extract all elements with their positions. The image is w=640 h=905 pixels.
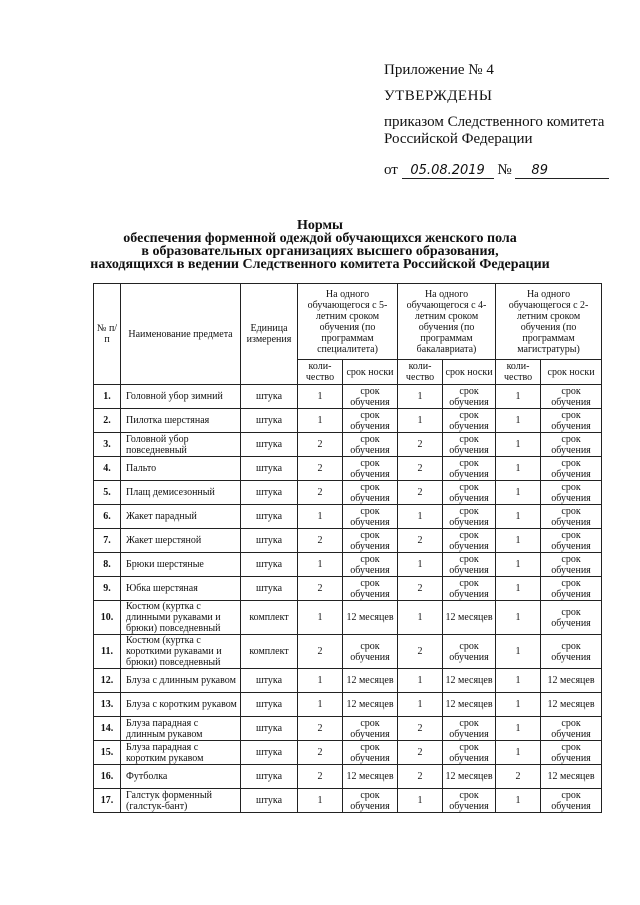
term-2-year: 12 месяцев bbox=[541, 765, 602, 789]
date-prefix: от bbox=[384, 162, 398, 178]
item-unit: комплект bbox=[241, 635, 298, 669]
item-name: Блуза парадная с длинным рукавом bbox=[121, 717, 241, 741]
header-term: срок носки bbox=[443, 360, 496, 385]
qty-2-year: 1 bbox=[496, 693, 541, 717]
term-4-year: срок обучения bbox=[443, 409, 496, 433]
header-term: срок носки bbox=[541, 360, 602, 385]
item-unit: штука bbox=[241, 409, 298, 433]
item-name: Брюки шерстяные bbox=[121, 553, 241, 577]
annex-number: Приложение № 4 bbox=[384, 62, 494, 78]
table-row bbox=[94, 385, 602, 409]
qty-4-year: 1 bbox=[398, 409, 443, 433]
term-2-year: срок обучения bbox=[541, 741, 602, 765]
item-unit: штука bbox=[241, 693, 298, 717]
qty-4-year: 1 bbox=[398, 789, 443, 813]
item-name: Галстук форменный (галстук-бант) bbox=[121, 789, 241, 813]
item-unit: комплект bbox=[241, 601, 298, 635]
qty-2-year: 1 bbox=[496, 385, 541, 409]
qty-5-year: 1 bbox=[298, 409, 343, 433]
item-unit: штука bbox=[241, 789, 298, 813]
table-row bbox=[94, 433, 602, 457]
qty-4-year: 1 bbox=[398, 385, 443, 409]
term-4-year: срок обучения bbox=[443, 553, 496, 577]
qty-2-year: 1 bbox=[496, 553, 541, 577]
row-number: 2. bbox=[94, 409, 121, 433]
term-2-year: 12 месяцев bbox=[541, 693, 602, 717]
item-unit: штука bbox=[241, 741, 298, 765]
qty-2-year: 1 bbox=[496, 481, 541, 505]
table-row bbox=[94, 717, 602, 741]
order-date: 05.08.2019 bbox=[402, 164, 494, 179]
qty-2-year: 1 bbox=[496, 635, 541, 669]
qty-2-year: 1 bbox=[496, 529, 541, 553]
term-4-year: 12 месяцев bbox=[443, 765, 496, 789]
qty-2-year: 1 bbox=[496, 741, 541, 765]
qty-4-year: 2 bbox=[398, 635, 443, 669]
header-term: срок носки bbox=[343, 360, 398, 385]
row-number: 13. bbox=[94, 693, 121, 717]
term-2-year: срок обучения bbox=[541, 717, 602, 741]
item-name: Жакет шерстяной bbox=[121, 529, 241, 553]
qty-4-year: 2 bbox=[398, 577, 443, 601]
qty-4-year: 2 bbox=[398, 481, 443, 505]
item-unit: штука bbox=[241, 481, 298, 505]
item-unit: штука bbox=[241, 505, 298, 529]
header-unit: Единица измерения bbox=[241, 284, 298, 385]
document-title bbox=[0, 219, 640, 271]
term-4-year: срок обучения bbox=[443, 741, 496, 765]
term-4-year: срок обучения bbox=[443, 635, 496, 669]
term-5-year: 12 месяцев bbox=[343, 601, 398, 635]
qty-5-year: 1 bbox=[298, 505, 343, 529]
table-row bbox=[94, 409, 602, 433]
qty-2-year: 1 bbox=[496, 601, 541, 635]
qty-4-year: 2 bbox=[398, 529, 443, 553]
qty-2-year: 1 bbox=[496, 669, 541, 693]
title-line-1: Нормы bbox=[297, 218, 343, 233]
qty-4-year: 2 bbox=[398, 433, 443, 457]
item-name: Жакет парадный bbox=[121, 505, 241, 529]
item-unit: штука bbox=[241, 385, 298, 409]
term-4-year: срок обучения bbox=[443, 717, 496, 741]
term-5-year: 12 месяцев bbox=[343, 693, 398, 717]
qty-4-year: 2 bbox=[398, 457, 443, 481]
term-4-year: 12 месяцев bbox=[443, 669, 496, 693]
item-name: Блуза парадная с коротким рукавом bbox=[121, 741, 241, 765]
header-qty: коли-чество bbox=[298, 360, 343, 385]
item-unit: штука bbox=[241, 529, 298, 553]
qty-5-year: 2 bbox=[298, 577, 343, 601]
term-4-year: срок обучения bbox=[443, 385, 496, 409]
qty-5-year: 2 bbox=[298, 765, 343, 789]
row-number: 4. bbox=[94, 457, 121, 481]
qty-5-year: 1 bbox=[298, 693, 343, 717]
term-4-year: 12 месяцев bbox=[443, 693, 496, 717]
qty-5-year: 1 bbox=[298, 601, 343, 635]
title-line-2: обеспечения форменной одеждой обучающихся женского пола bbox=[123, 231, 517, 246]
header-qty: коли-чество bbox=[398, 360, 443, 385]
order-line-1: приказом Следственного комитета bbox=[384, 114, 605, 130]
qty-4-year: 2 bbox=[398, 741, 443, 765]
qty-5-year: 1 bbox=[298, 385, 343, 409]
header-group-5-year: На одного обучающегося с 5-летним сроком обучения (по программам специалитета) bbox=[298, 284, 398, 360]
term-4-year: срок обучения bbox=[443, 481, 496, 505]
row-number: 6. bbox=[94, 505, 121, 529]
item-unit: штука bbox=[241, 457, 298, 481]
qty-5-year: 2 bbox=[298, 717, 343, 741]
term-2-year: срок обучения bbox=[541, 601, 602, 635]
item-unit: штука bbox=[241, 577, 298, 601]
header-group-4-year: На одного обучающегося с 4-летним сроком обучения (по программам бакалавриата) bbox=[398, 284, 496, 360]
term-5-year: срок обучения bbox=[343, 409, 398, 433]
row-number: 17. bbox=[94, 789, 121, 813]
qty-4-year: 1 bbox=[398, 505, 443, 529]
approval-block bbox=[384, 62, 624, 179]
item-unit: штука bbox=[241, 433, 298, 457]
term-2-year: срок обучения bbox=[541, 577, 602, 601]
term-5-year: срок обучения bbox=[343, 741, 398, 765]
row-number: 5. bbox=[94, 481, 121, 505]
qty-4-year: 1 bbox=[398, 601, 443, 635]
qty-2-year: 1 bbox=[496, 409, 541, 433]
title-line-4: находящихся в ведении Следственного комитета Российской Федерации bbox=[90, 257, 550, 272]
qty-5-year: 1 bbox=[298, 553, 343, 577]
order-line-2: Российской Федерации bbox=[384, 131, 533, 147]
order-number: 89 bbox=[515, 164, 609, 179]
row-number: 3. bbox=[94, 433, 121, 457]
table-row bbox=[94, 553, 602, 577]
approved-heading: УТВЕРЖДЕНЫ bbox=[384, 88, 493, 104]
term-5-year: срок обучения bbox=[343, 717, 398, 741]
table-row bbox=[94, 693, 602, 717]
term-4-year: срок обучения bbox=[443, 433, 496, 457]
item-unit: штука bbox=[241, 717, 298, 741]
item-name: Головной убор зимний bbox=[121, 385, 241, 409]
item-name: Костюм (куртка с короткими рукавами и брюки) повседневный bbox=[121, 635, 241, 669]
item-unit: штука bbox=[241, 669, 298, 693]
qty-4-year: 1 bbox=[398, 553, 443, 577]
header-name: Наименование предмета bbox=[121, 284, 241, 385]
term-2-year: срок обучения bbox=[541, 409, 602, 433]
row-number: 9. bbox=[94, 577, 121, 601]
table-row bbox=[94, 765, 602, 789]
qty-2-year: 1 bbox=[496, 789, 541, 813]
term-5-year: срок обучения bbox=[343, 385, 398, 409]
item-name: Головной убор повседневный bbox=[121, 433, 241, 457]
item-name: Плащ демисезонный bbox=[121, 481, 241, 505]
term-2-year: срок обучения bbox=[541, 789, 602, 813]
qty-2-year: 1 bbox=[496, 433, 541, 457]
term-5-year: 12 месяцев bbox=[343, 669, 398, 693]
qty-4-year: 2 bbox=[398, 765, 443, 789]
item-name: Футболка bbox=[121, 765, 241, 789]
qty-5-year: 2 bbox=[298, 481, 343, 505]
qty-5-year: 1 bbox=[298, 669, 343, 693]
item-name: Блуза с коротким рукавом bbox=[121, 693, 241, 717]
table-row bbox=[94, 601, 602, 635]
term-2-year: срок обучения bbox=[541, 505, 602, 529]
term-4-year: срок обучения bbox=[443, 457, 496, 481]
number-prefix: № bbox=[497, 162, 512, 178]
term-5-year: срок обучения bbox=[343, 457, 398, 481]
item-name: Юбка шерстяная bbox=[121, 577, 241, 601]
table-row bbox=[94, 741, 602, 765]
term-5-year: 12 месяцев bbox=[343, 765, 398, 789]
term-2-year: срок обучения bbox=[541, 553, 602, 577]
term-5-year: срок обучения bbox=[343, 505, 398, 529]
term-5-year: срок обучения bbox=[343, 577, 398, 601]
row-number: 14. bbox=[94, 717, 121, 741]
qty-4-year: 1 bbox=[398, 693, 443, 717]
table-row bbox=[94, 505, 602, 529]
table-row bbox=[94, 529, 602, 553]
norms-table bbox=[93, 283, 602, 813]
row-number: 1. bbox=[94, 385, 121, 409]
term-2-year: срок обучения bbox=[541, 635, 602, 669]
qty-2-year: 2 bbox=[496, 765, 541, 789]
row-number: 10. bbox=[94, 601, 121, 635]
row-number: 7. bbox=[94, 529, 121, 553]
table-row bbox=[94, 669, 602, 693]
item-name: Пилотка шерстяная bbox=[121, 409, 241, 433]
term-4-year: срок обучения bbox=[443, 529, 496, 553]
row-number: 12. bbox=[94, 669, 121, 693]
row-number: 8. bbox=[94, 553, 121, 577]
term-5-year: срок обучения bbox=[343, 481, 398, 505]
term-2-year: 12 месяцев bbox=[541, 669, 602, 693]
term-5-year: срок обучения bbox=[343, 789, 398, 813]
qty-5-year: 2 bbox=[298, 635, 343, 669]
item-unit: штука bbox=[241, 553, 298, 577]
qty-2-year: 1 bbox=[496, 717, 541, 741]
term-4-year: 12 месяцев bbox=[443, 601, 496, 635]
qty-4-year: 2 bbox=[398, 717, 443, 741]
qty-2-year: 1 bbox=[496, 457, 541, 481]
qty-5-year: 2 bbox=[298, 433, 343, 457]
title-line-3: в образовательных организациях высшего образования, bbox=[141, 244, 499, 259]
term-2-year: срок обучения bbox=[541, 457, 602, 481]
qty-5-year: 1 bbox=[298, 789, 343, 813]
term-4-year: срок обучения bbox=[443, 505, 496, 529]
qty-5-year: 2 bbox=[298, 457, 343, 481]
row-number: 15. bbox=[94, 741, 121, 765]
qty-2-year: 1 bbox=[496, 505, 541, 529]
term-2-year: срок обучения bbox=[541, 481, 602, 505]
table-row bbox=[94, 789, 602, 813]
row-number: 11. bbox=[94, 635, 121, 669]
item-unit: штука bbox=[241, 765, 298, 789]
header-num: № п/п bbox=[94, 284, 121, 385]
table-row bbox=[94, 577, 602, 601]
qty-4-year: 1 bbox=[398, 669, 443, 693]
term-2-year: срок обучения bbox=[541, 529, 602, 553]
order-date-line bbox=[384, 162, 624, 179]
term-2-year: срок обучения bbox=[541, 385, 602, 409]
term-5-year: срок обучения bbox=[343, 553, 398, 577]
qty-5-year: 2 bbox=[298, 529, 343, 553]
table-body bbox=[94, 385, 602, 813]
table-row bbox=[94, 635, 602, 669]
header-qty: коли-чество bbox=[496, 360, 541, 385]
header-group-2-year: На одного обучающегося с 2-летним сроком обучения (по программам магистратуры) bbox=[496, 284, 602, 360]
item-name: Блуза с длинным рукавом bbox=[121, 669, 241, 693]
item-name: Костюм (куртка с длинными рукавами и брюки) повседневный bbox=[121, 601, 241, 635]
term-5-year: срок обучения bbox=[343, 529, 398, 553]
item-name: Пальто bbox=[121, 457, 241, 481]
term-5-year: срок обучения bbox=[343, 635, 398, 669]
term-2-year: срок обучения bbox=[541, 433, 602, 457]
table-row bbox=[94, 457, 602, 481]
qty-5-year: 2 bbox=[298, 741, 343, 765]
table-row bbox=[94, 481, 602, 505]
row-number: 16. bbox=[94, 765, 121, 789]
term-4-year: срок обучения bbox=[443, 577, 496, 601]
term-4-year: срок обучения bbox=[443, 789, 496, 813]
qty-2-year: 1 bbox=[496, 577, 541, 601]
term-5-year: срок обучения bbox=[343, 433, 398, 457]
